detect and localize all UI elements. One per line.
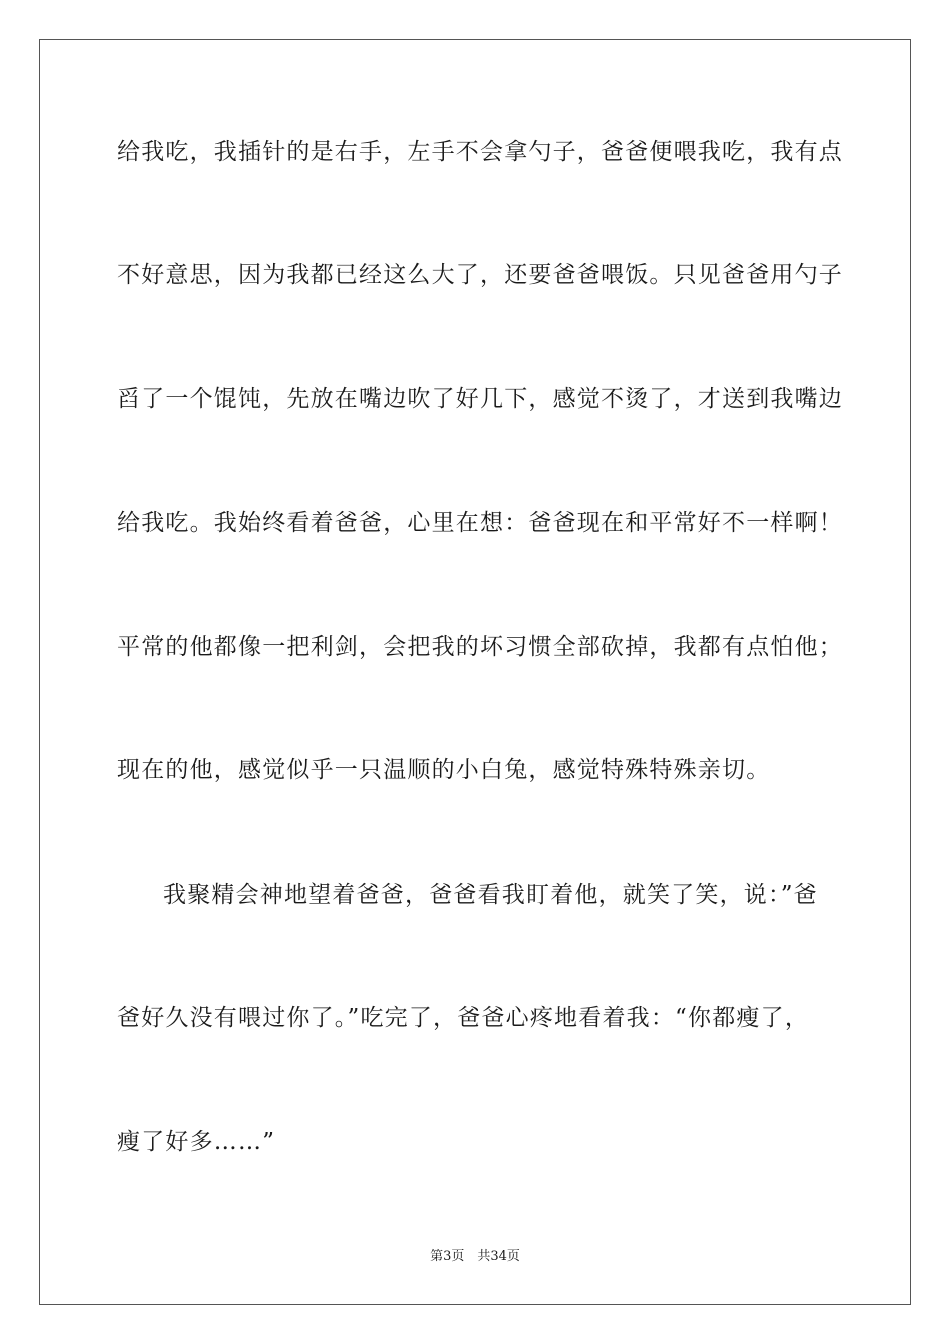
page-number-footer: 第3页 共34页 [430, 1249, 520, 1264]
text-line-8: 爸好久没有喂过你了。”吃完了，爸爸心疼地看着我：“你都瘦了， [117, 1005, 810, 1031]
text-line-2: 不好意思，因为我都已经这么大了，还要爸爸喂饭。只见爸爸用勺子 [117, 262, 843, 288]
text-line-4: 给我吃。我始终看着爸爸，心里在想：爸爸现在和平常好不一样啊！ [117, 510, 843, 536]
text-line-1: 给我吃，我插针的是右手，左手不会拿勺子，爸爸便喂我吃，我有点 [117, 139, 843, 165]
text-line-3: 舀了一个馄饨，先放在嘴边吹了好几下，感觉不烫了，才送到我嘴边 [117, 386, 843, 412]
page-border [39, 39, 911, 1305]
text-line-9: 瘦了好多……” [117, 1129, 276, 1155]
text-line-6: 现在的他，感觉似乎一只温顺的小白兔，感觉特殊特殊亲切。 [117, 757, 771, 783]
text-line-7-paragraph-start: 我聚精会神地望着爸爸，爸爸看我盯着他，就笑了笑，说：”爸 [163, 882, 818, 908]
text-line-5: 平常的他都像一把利剑，会把我的坏习惯全部砍掉，我都有点怕他； [117, 634, 843, 660]
